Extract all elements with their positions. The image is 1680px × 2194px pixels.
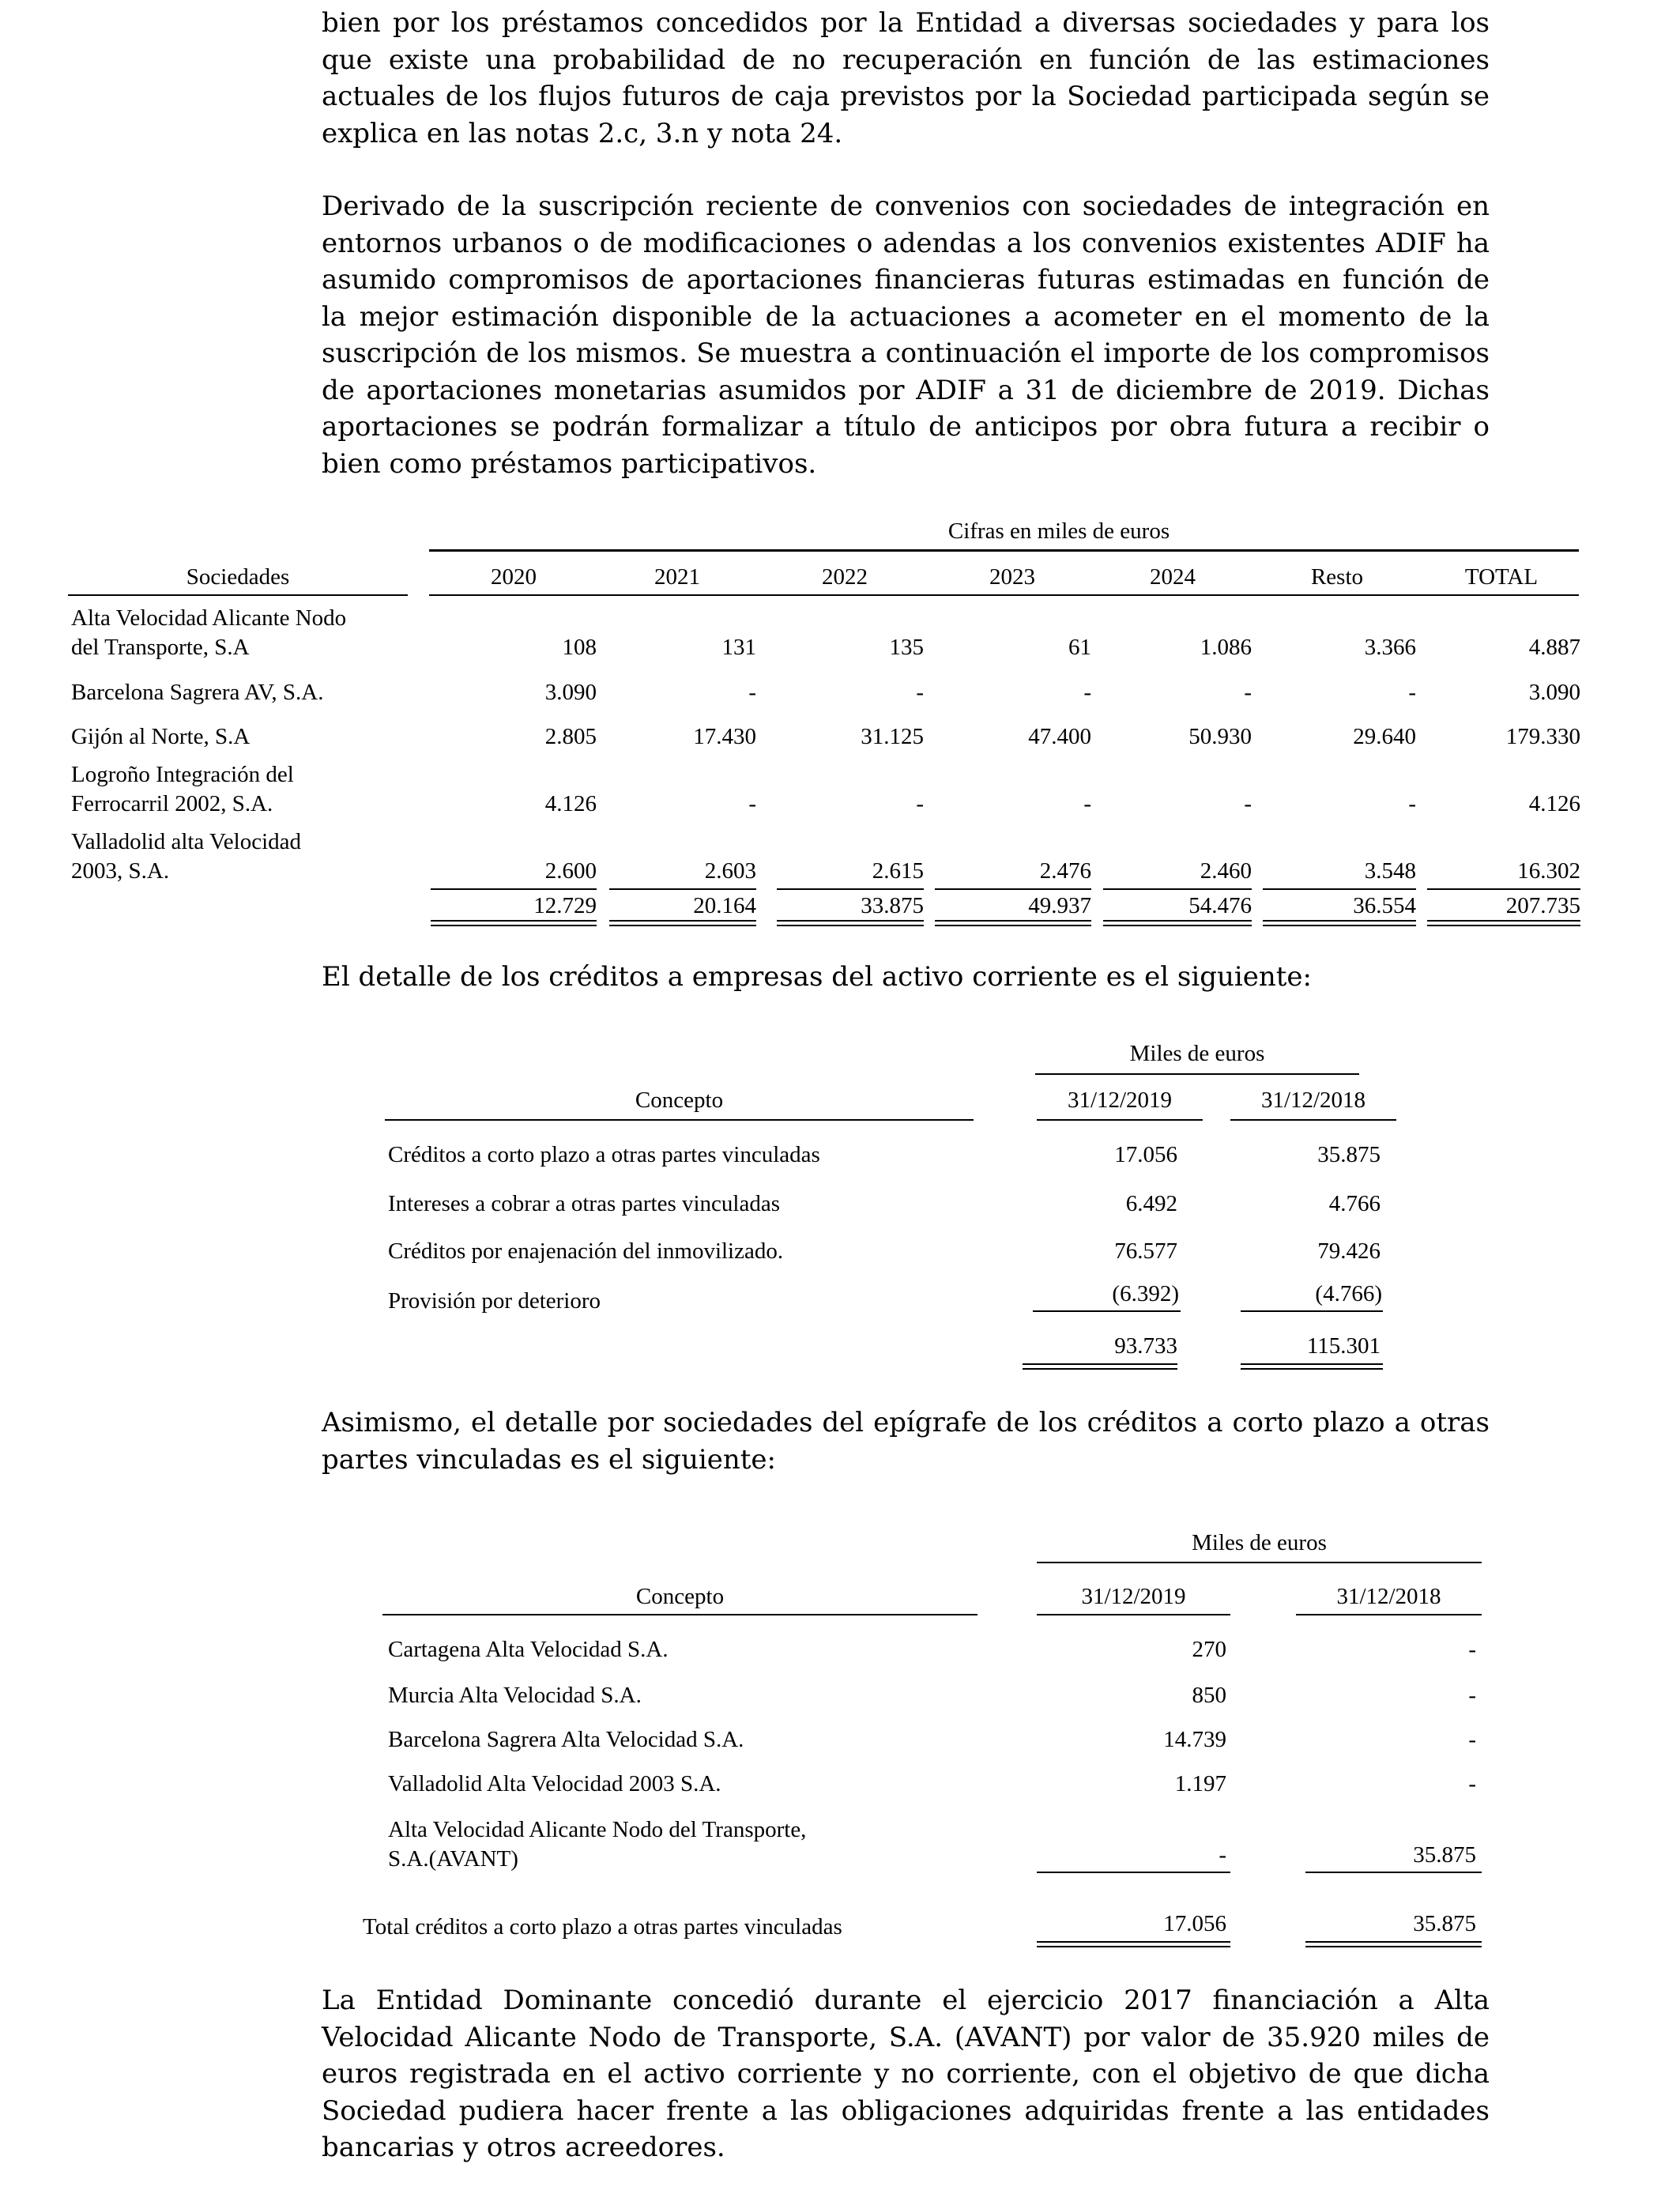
table1-total: 49.937: [1028, 893, 1091, 918]
table3-cell: -: [1468, 1683, 1476, 1708]
table1-col-header: TOTAL: [1464, 564, 1539, 590]
table3-cell: -: [1219, 1842, 1226, 1868]
table3-subtotal-rule: [1037, 1872, 1230, 1873]
table1-cell: -: [1083, 680, 1091, 705]
table1-cell: 1.086: [1200, 635, 1252, 660]
table1-cell: 31.125: [861, 724, 924, 749]
table3-cell: 1.197: [1174, 1771, 1226, 1796]
table1-cell: 3.090: [1528, 680, 1580, 705]
table2-caption-rule: [1035, 1073, 1359, 1075]
table1-col-header: Resto: [1310, 564, 1364, 590]
table1-header-sociedades: Sociedades: [186, 564, 290, 590]
table3-total-label: Total créditos a corto plazo a otras partes vinculadas: [363, 1914, 842, 1940]
table3-col-header: 31/12/2018: [1336, 1584, 1441, 1609]
table1-cell: 17.430: [693, 724, 756, 749]
table1-double-rule: [1103, 920, 1252, 926]
table2-cell: 79.426: [1317, 1238, 1381, 1264]
table3-header-concepto: Concepto: [635, 1584, 725, 1609]
table3-cell: 270: [1192, 1637, 1226, 1662]
table1-subtotal-rule: [431, 888, 597, 890]
table1-cell: 3.548: [1364, 858, 1416, 884]
table1-cell: -: [748, 680, 756, 705]
table1-caption-rule: [429, 549, 1579, 552]
table2-total: 115.301: [1306, 1333, 1381, 1359]
table2-double-rule: [1023, 1363, 1177, 1370]
table2-cell: (6.392): [1112, 1281, 1179, 1306]
table1-cell: 47.400: [1028, 724, 1091, 749]
table1-cell: 108: [562, 635, 597, 660]
table1-row-name: 2003, S.A.: [71, 858, 170, 884]
table1-row-name: Ferrocarril 2002, S.A.: [71, 791, 273, 816]
table3-col-rule: [1296, 1614, 1482, 1615]
table1-subtotal-rule: [609, 888, 756, 890]
table1-cell: 4.126: [1528, 791, 1580, 816]
table2-double-rule: [1241, 1363, 1383, 1370]
table1-total: 12.729: [533, 893, 597, 918]
table3-double-rule: [1037, 1941, 1230, 1947]
table3-caption-rule: [1037, 1562, 1482, 1563]
table1-row-name: Alta Velocidad Alicante Nodo: [71, 605, 347, 631]
table1-col-header: 2023: [989, 564, 1035, 590]
table1-double-rule: [1263, 920, 1416, 926]
paragraph-1: bien por los préstamos concedidos por la Entidad a diversas sociedades y para los que existe una probabilidad de no recuperación en función de las estimaciones actuales de los flujos futuros de caja previstos por la Sociedad participada según se explica en las notas 2.c, 3.n y nota 24.: [322, 7, 1490, 149]
paragraph-4: Asimismo, el detalle por sociedades del epígrafe de los créditos a corto plazo a otras partes vinculadas es el siguiente:: [322, 1407, 1490, 1476]
table2-subtotal-rule: [1241, 1310, 1383, 1312]
table1-cell: 4.126: [544, 791, 597, 816]
table3-total: 17.056: [1163, 1911, 1226, 1936]
table1-cell: 61: [1068, 635, 1091, 660]
table2-total: 93.733: [1114, 1333, 1177, 1359]
table3-row-label: Murcia Alta Velocidad S.A.: [388, 1683, 642, 1708]
table1-total: 33.875: [861, 893, 924, 918]
table3-row-label: Valladolid Alta Velocidad 2003 S.A.: [388, 1771, 721, 1796]
table2-cell: 6.492: [1125, 1191, 1177, 1216]
paragraph-5: La Entidad Dominante concedió durante el ejercicio 2017 financiación a Alta Velocidad Alicante Nodo de Transporte, S.A. (AVANT) por valor de 35.920 miles de euros registrada en el activo corriente y no corriente, con el objetivo de que dicha Sociedad pudiera hacer frente a las obligaciones adquiridas frente a las entidades bancarias y otros acreedores.: [322, 1985, 1490, 2163]
table1-cell: 2.476: [1039, 858, 1091, 884]
paragraph-2: Derivado de la suscripción reciente de convenios con sociedades de integración en entornos urbanos o de modificaciones o adendas a los convenios existentes ADIF ha asumido compromisos de aportaciones financieras futuras estimadas en función de la mejor estimación disponible de la actuaciones a acometer en el momento de la suscripción de los mismos. Se muestra a continuación el importe de los compromisos de aportaciones monetarias asumidos por ADIF a 31 de diciembre de 2019. Dichas aportaciones se podrán formalizar a título de anticipos por obra futura a recibir o bien como préstamos participativos.: [322, 190, 1490, 480]
table1-cell: -: [1244, 680, 1252, 705]
table1-cell: 16.302: [1517, 858, 1580, 884]
table3-col-rule: [1037, 1614, 1230, 1615]
table3-cell: 35.875: [1413, 1842, 1476, 1868]
table1-total: 207.735: [1505, 893, 1580, 918]
table3-col-header: 31/12/2019: [1081, 1584, 1186, 1609]
table3-cell: -: [1468, 1727, 1476, 1752]
table3-cell: 14.739: [1163, 1727, 1226, 1752]
table2-col-rule: [1230, 1119, 1396, 1121]
table1-header-rule: [68, 594, 408, 596]
table1-subtotal-rule: [1427, 888, 1580, 890]
table3-subtotal-rule: [1305, 1872, 1482, 1873]
table1-cell: -: [916, 680, 924, 705]
table1-cell: 2.603: [704, 858, 756, 884]
table1-row-name: Logroño Integración del: [71, 762, 294, 787]
table1-row-name: Gijón al Norte, S.A: [71, 724, 250, 749]
table2-col-rule: [1037, 1119, 1203, 1121]
table1-cell: -: [916, 791, 924, 816]
table3-row-label: Barcelona Sagrera Alta Velocidad S.A.: [388, 1727, 744, 1752]
table2-subtotal-rule: [1033, 1310, 1181, 1312]
table1-cell: -: [1408, 791, 1416, 816]
table1-cell: 2.600: [544, 858, 597, 884]
table1-total: 20.164: [693, 893, 756, 918]
table2-col-header: 31/12/2018: [1260, 1088, 1366, 1113]
table1-cell: 3.090: [544, 680, 597, 705]
table3-row-label: Alta Velocidad Alicante Nodo del Transporte,: [388, 1817, 807, 1842]
table1-cell: 3.366: [1364, 635, 1416, 660]
table1-double-rule: [777, 920, 924, 926]
table3-row-label: Cartagena Alta Velocidad S.A.: [388, 1637, 669, 1662]
table2-caption: Miles de euros: [1129, 1041, 1265, 1066]
table1-row-name: del Transporte, S.A: [71, 635, 250, 660]
table1-cell: 29.640: [1353, 724, 1416, 749]
table1-col-header: 2024: [1150, 564, 1196, 590]
table1-total: 54.476: [1188, 893, 1252, 918]
table3-cell: -: [1468, 1771, 1476, 1796]
table1-col-header: 2022: [822, 564, 868, 590]
table1-cell: 131: [721, 635, 756, 660]
table2-cell: 76.577: [1114, 1238, 1177, 1264]
table1-double-rule: [609, 920, 756, 926]
table1-cell: -: [1083, 791, 1091, 816]
table1-caption: Cifras en miles de euros: [947, 518, 1170, 544]
table3-row-label: S.A.(AVANT): [388, 1846, 518, 1872]
table3-caption: Miles de euros: [1192, 1530, 1327, 1555]
table3-cell: 850: [1192, 1683, 1226, 1708]
table1-col-header-rule: [429, 594, 1579, 596]
table1-cell: 179.330: [1505, 724, 1580, 749]
table1-double-rule: [431, 920, 597, 926]
table3-header-rule: [382, 1614, 977, 1615]
table3-total: 35.875: [1413, 1911, 1476, 1936]
table1-col-header: 2021: [654, 564, 700, 590]
table1-row-name: Barcelona Sagrera AV, S.A.: [71, 680, 324, 705]
table1-cell: 2.615: [872, 858, 924, 884]
table1-double-rule: [1427, 920, 1580, 926]
table2-cell: 4.766: [1328, 1191, 1381, 1216]
table1-row-name: Valladolid alta Velocidad: [71, 829, 301, 854]
table1-cell: 4.887: [1528, 635, 1580, 660]
table1-cell: 2.805: [544, 724, 597, 749]
table1-subtotal-rule: [1263, 888, 1416, 890]
table2-row-label: Créditos por enajenación del inmovilizado.: [388, 1238, 784, 1264]
table2-cell: (4.766): [1315, 1281, 1382, 1306]
table3-cell: -: [1468, 1637, 1476, 1662]
table1-cell: -: [1244, 791, 1252, 816]
table1-cell: 135: [889, 635, 924, 660]
table1-cell: -: [748, 791, 756, 816]
table2-header-concepto: Concepto: [635, 1088, 724, 1113]
table1-cell: -: [1408, 680, 1416, 705]
paragraph-3: El detalle de los créditos a empresas del activo corriente es el siguiente:: [322, 961, 1312, 993]
table1-subtotal-rule: [1103, 888, 1252, 890]
table2-row-label: Provisión por deterioro: [388, 1288, 601, 1314]
table1-total: 36.554: [1353, 893, 1416, 918]
table1-double-rule: [935, 920, 1091, 926]
table2-header-rule: [385, 1119, 974, 1121]
table1-cell: 2.460: [1200, 858, 1252, 884]
table1-col-header: 2020: [491, 564, 537, 590]
table2-col-header: 31/12/2019: [1067, 1088, 1173, 1113]
table2-row-label: Intereses a cobrar a otras partes vinculadas: [388, 1191, 780, 1216]
table2-cell: 17.056: [1114, 1142, 1177, 1167]
table1-subtotal-rule: [935, 888, 1091, 890]
table2-row-label: Créditos a corto plazo a otras partes vinculadas: [388, 1142, 820, 1167]
table3-double-rule: [1305, 1941, 1482, 1947]
table1-subtotal-rule: [777, 888, 924, 890]
table2-cell: 35.875: [1317, 1142, 1381, 1167]
table1-cell: 50.930: [1188, 724, 1252, 749]
